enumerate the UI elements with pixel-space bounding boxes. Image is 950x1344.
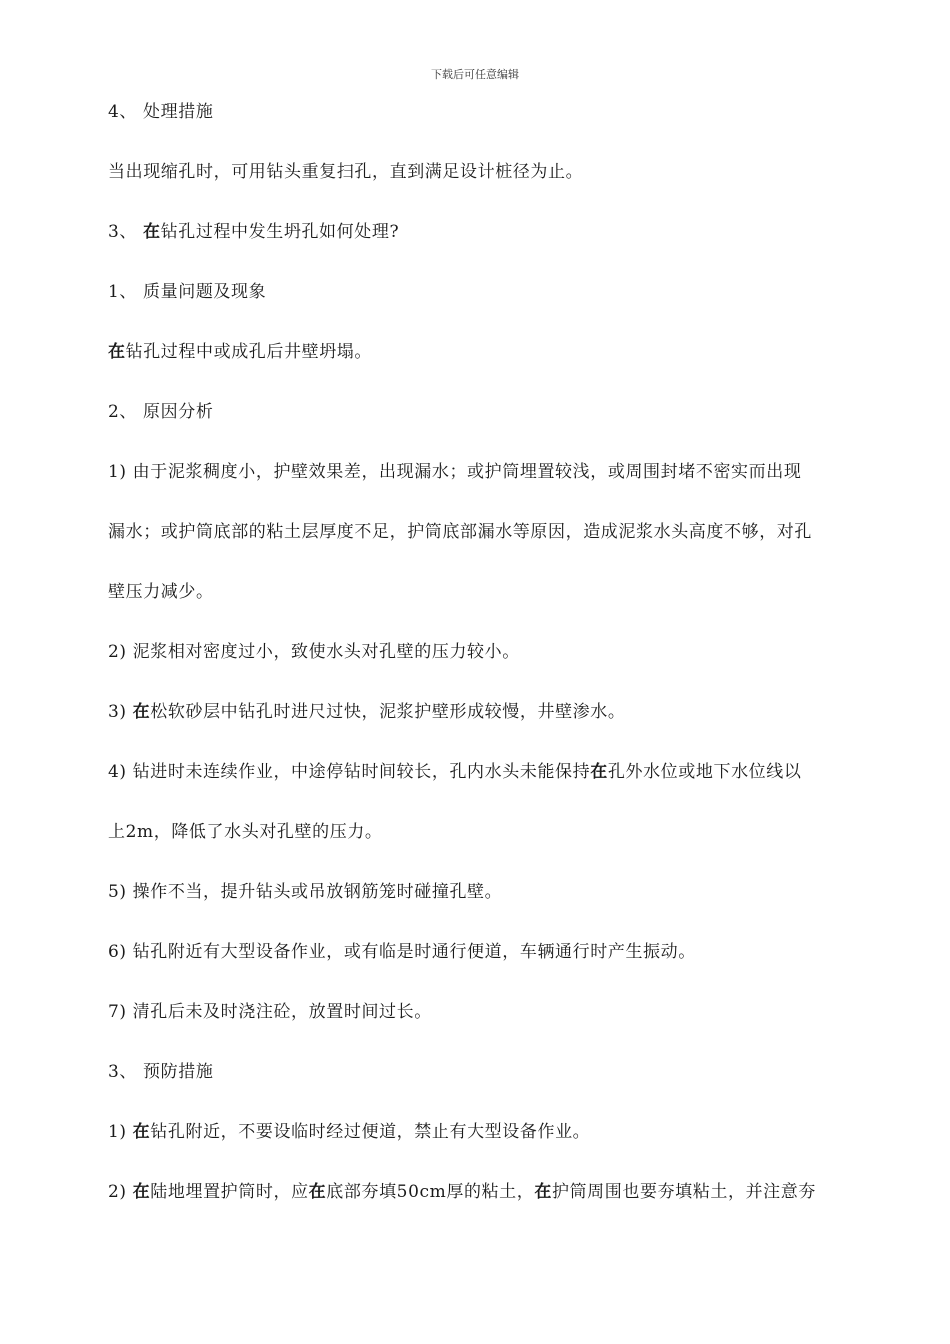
question-heading-hole-collapse: 3、 在钻孔过程中发生坍孔如何处理? [108,222,400,242]
cause-item-3: 3) 在松软砂层中钻孔时进尺过快，泥浆护壁形成较慢，井壁渗水。 [108,702,626,722]
section-heading-handling-measures: 4、 处理措施 [108,102,214,122]
section-heading-cause-analysis: 2、 原因分析 [108,402,214,422]
page-header: 下载后可任意编辑 [431,68,519,81]
paragraph-collapse-phenomenon: 在钻孔过程中或成孔后井壁坍塌。 [108,342,373,362]
cause-item-1-line-3: 壁压力减少。 [108,582,214,602]
prevention-item-2-line-1: 2) 在陆地埋置护筒时，应在底部夯填50cm厚的粘土，在护筒周围也要夯填粘土，并注意夯 [108,1182,816,1202]
section-heading-prevention: 3、 预防措施 [108,1062,214,1082]
cause-item-4-line-1: 4) 钻进时未连续作业，中途停钻时间较长，孔内水头未能保持在孔外水位或地下水位线以 [108,762,802,782]
cause-item-2: 2) 泥浆相对密度过小，致使水头对孔壁的压力较小。 [108,642,520,662]
section-heading-quality-problem: 1、 质量问题及现象 [108,282,267,302]
cause-item-7: 7) 清孔后未及时浇注砼，放置时间过长。 [108,1002,432,1022]
paragraph-shrink-hole-fix: 当出现缩孔时，可用钻头重复扫孔，直到满足设计桩径为止。 [108,162,584,182]
prevention-item-1: 1) 在钻孔附近，不要设临时经过便道，禁止有大型设备作业。 [108,1122,591,1142]
cause-item-5: 5) 操作不当，提升钻头或吊放钢筋笼时碰撞孔壁。 [108,882,503,902]
cause-item-4-line-2: 上2m，降低了水头对孔壁的压力。 [108,822,383,842]
cause-item-1-line-2: 漏水；或护筒底部的粘土层厚度不足，护筒底部漏水等原因，造成泥浆水头高度不够，对孔 [108,522,812,542]
cause-item-6: 6) 钻孔附近有大型设备作业，或有临是时通行便道，车辆通行时产生振动。 [108,942,696,962]
cause-item-1-line-1: 1) 由于泥浆稠度小，护壁效果差，出现漏水；或护筒埋置较浅，或周围封堵不密实而出现 [108,462,802,482]
